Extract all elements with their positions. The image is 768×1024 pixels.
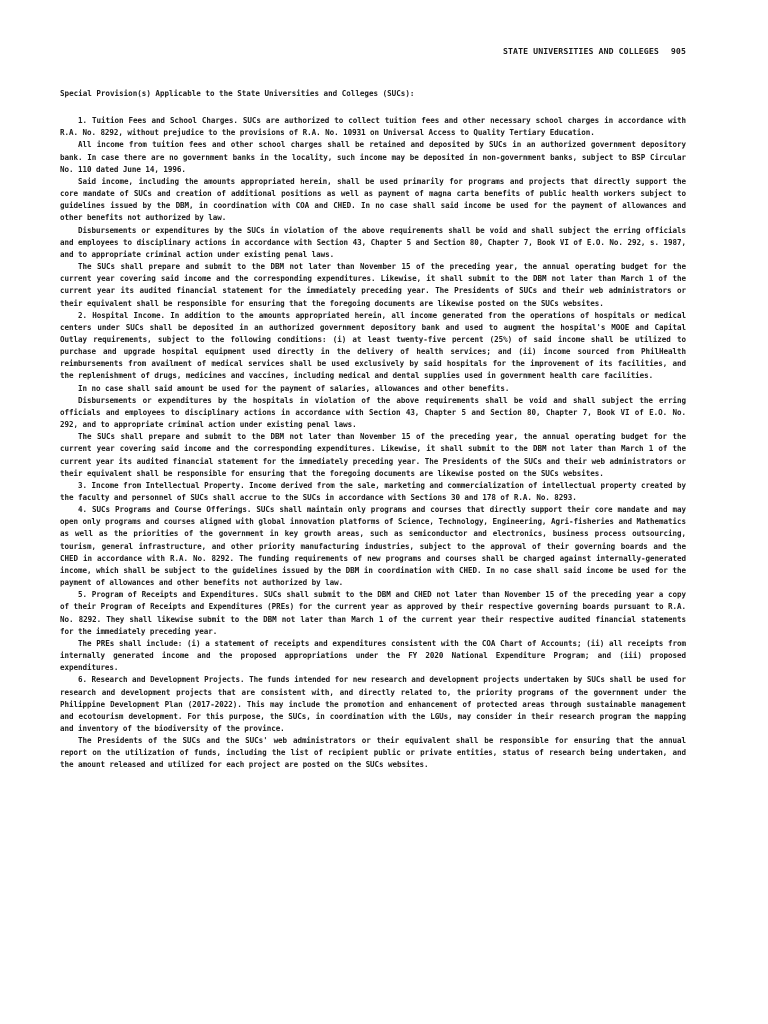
provision-2-hospital-income: 2. Hospital Income. In addition to the amounts appropriated herein, all income generated from the operations of hospitals or medical centers under SUCs shall be deposited in an authorized government depository bank and used to augment the hospital's MOOE and Capital Outlay requirements, subject to the following conditions: (i) at least twenty-five percent (25%) of said income shall be utilized to purchase and upgrade hospital equipment used directly in the delivery of health services; and (ii) income sourced from PhilHealth reimbursements from availment of medical services shall be used exclusively by said hospitals for the improvement of its facilities, and the replenishment of drugs, medicines and vaccines, including medical and dental supplies used in government health care facilities.: [60, 310, 686, 381]
page-number: 905: [670, 46, 686, 56]
paragraph: The SUCs shall prepare and submit to the DBM not later than November 15 of the preceding year, the annual operating budget for the current year covering said income and the corresponding expenditures. Likewise, it shall submit to the DBM not later than March 1 of the current year its audited financial statement for the immediately preceding year. The Presidents of the SUCs and their web administrators or their equivalent shall be responsible for ensuring that the foregoing documents are likewise posted on the SUCs websites.: [60, 432, 686, 478]
provision-4-programs-course-offerings: 4. SUCs Programs and Course Offerings. SUCs shall maintain only programs and courses that directly support their core mandate and may open only programs and courses aligned with global innovation platforms of Science, Technology, Engineering, Agri-fisheries and Mathematics as well as the priorities of the government in key growth areas, such as semiconductor and electronics, business process outsourcing, tourism, general infrastructure, and other priority manufacturing industries, subject to the approval of their governing boards and the CHED in accordance with R.A. No. 8292. The funding requirements of new programs and courses shall be charged against internally-generated income, which shall be subject to the guidelines issued by the DBM in coordination with CHED. In no case shall said income be used for the payment of allowances and other benefits not authorized by law.: [60, 505, 686, 588]
paragraph: The SUCs shall prepare and submit to the DBM not later than November 15 of the preceding year, the annual operating budget for the current year covering said income and the corresponding expenditures. Likewise, it shall submit to the DBM not later than March 1 of the current year its audited financial statement for the immediately preceding year. The Presidents of SUCs and their web administrators or their equivalent shall be responsible for ensuring that the foregoing documents are likewise posted on the SUCs websites.: [60, 262, 686, 308]
running-header: [503, 46, 686, 56]
paragraph: Said income, including the amounts appropriated herein, shall be used primarily for programs and projects that directly support the core mandate of SUCs and creation of additional positions as well as payment of magna carta benefits of public health workers subject to guidelines issued by the DBM, in coordination with COA and CHED. In no case shall said income be used for the payment of allowances and other benefits not authorized by law.: [60, 176, 686, 223]
document-body: [60, 88, 686, 772]
provision-5-receipts-expenditures: 5. Program of Receipts and Expenditures. SUCs shall submit to the DBM and CHED not later than November 15 of the preceding year a copy of their Program of Receipts and Expenditures (PREs) for the current year as approved by their respective governing boards pursuant to R.A. No. 8292. They shall likewise submit to the DBM not later than March 1 of the current year their respective audited financial statements for the immediately preceding year.: [60, 590, 686, 636]
paragraph: In no case shall said amount be used for the payment of salaries, allowances and other benefits.: [78, 383, 510, 393]
provisions-heading: Special Provision(s) Applicable to the State Universities and Colleges (SUCs):: [60, 89, 415, 98]
paragraph: The Presidents of the SUCs and the SUCs' web administrators or their equivalent shall be responsible for ensuring that the annual report on the utilization of funds, including the list of recipient public or private entities, status of research being undertaken, and the amount released and utilized for each project are posted on the SUCs websites.: [60, 736, 686, 770]
paragraph: The PREs shall include: (i) a statement of receipts and expenditures consistent with the COA Chart of Accounts; (ii) all receipts from internally generated income and the proposed appropriations under the FY 2020 National Expenditure Program; and (iii) proposed expenditures.: [60, 638, 686, 673]
paragraph: All income from tuition fees and other school charges shall be retained and deposited by SUCs in an authorized government depository bank. In case there are no government banks in the locality, such income may be deposited in non-government banks, subject to BSP Circular No. 110 dated June 14, 1996.: [60, 140, 686, 174]
provision-6-research-development: 6. Research and Development Projects. The funds intended for new research and development projects undertaken by SUCs shall be used for research and development projects that are consistent with, and directly related to, the priority programs of the government under the Philippine Development Plan (2017-2022). This may include the promotion and enhancement of protected areas through sustainable management and ecotourism development. For this purpose, the SUCs, in coordination with the LGUs, may consider in their research program the mapping and inventory of the biodiversity of the province.: [60, 675, 686, 733]
provision-3-intellectual-property: 3. Income from Intellectual Property. Income derived from the sale, marketing and commercialization of intellectual property created by the faculty and personnel of SUCs shall accrue to the SUCs in accordance with Sections 30 and 178 of R.A. No. 8293.: [60, 480, 686, 502]
provision-1-tuition-fees: 1. Tuition Fees and School Charges. SUCs are authorized to collect tuition fees and other necessary school charges in accordance with R.A. No. 8292, without prejudice to the provisions of R.A. No. 10931 on Universal Access to Quality Tertiary Education.: [60, 116, 686, 138]
paragraph: Disbursements or expenditures by the SUCs in violation of the above requirements shall be void and shall subject the erring officials and employees to disciplinary actions in accordance with Section 43, Chapter 5 and Section 80, Chapter 7, Book VI of E.O. No. 292, s. 1987, and to appropriate criminal action under existing penal laws.: [60, 225, 686, 259]
section-title: STATE UNIVERSITIES AND COLLEGES: [502, 46, 659, 56]
paragraph: Disbursements or expenditures by the hospitals in violation of the above requirements shall be void and shall subject the erring officials and employees to disciplinary actions in accordance with Section 43, Chapter 5 and Section 80, Chapter 7, Book VI of E.O. No. 292, and to appropriate criminal action under existing penal laws.: [60, 395, 686, 430]
